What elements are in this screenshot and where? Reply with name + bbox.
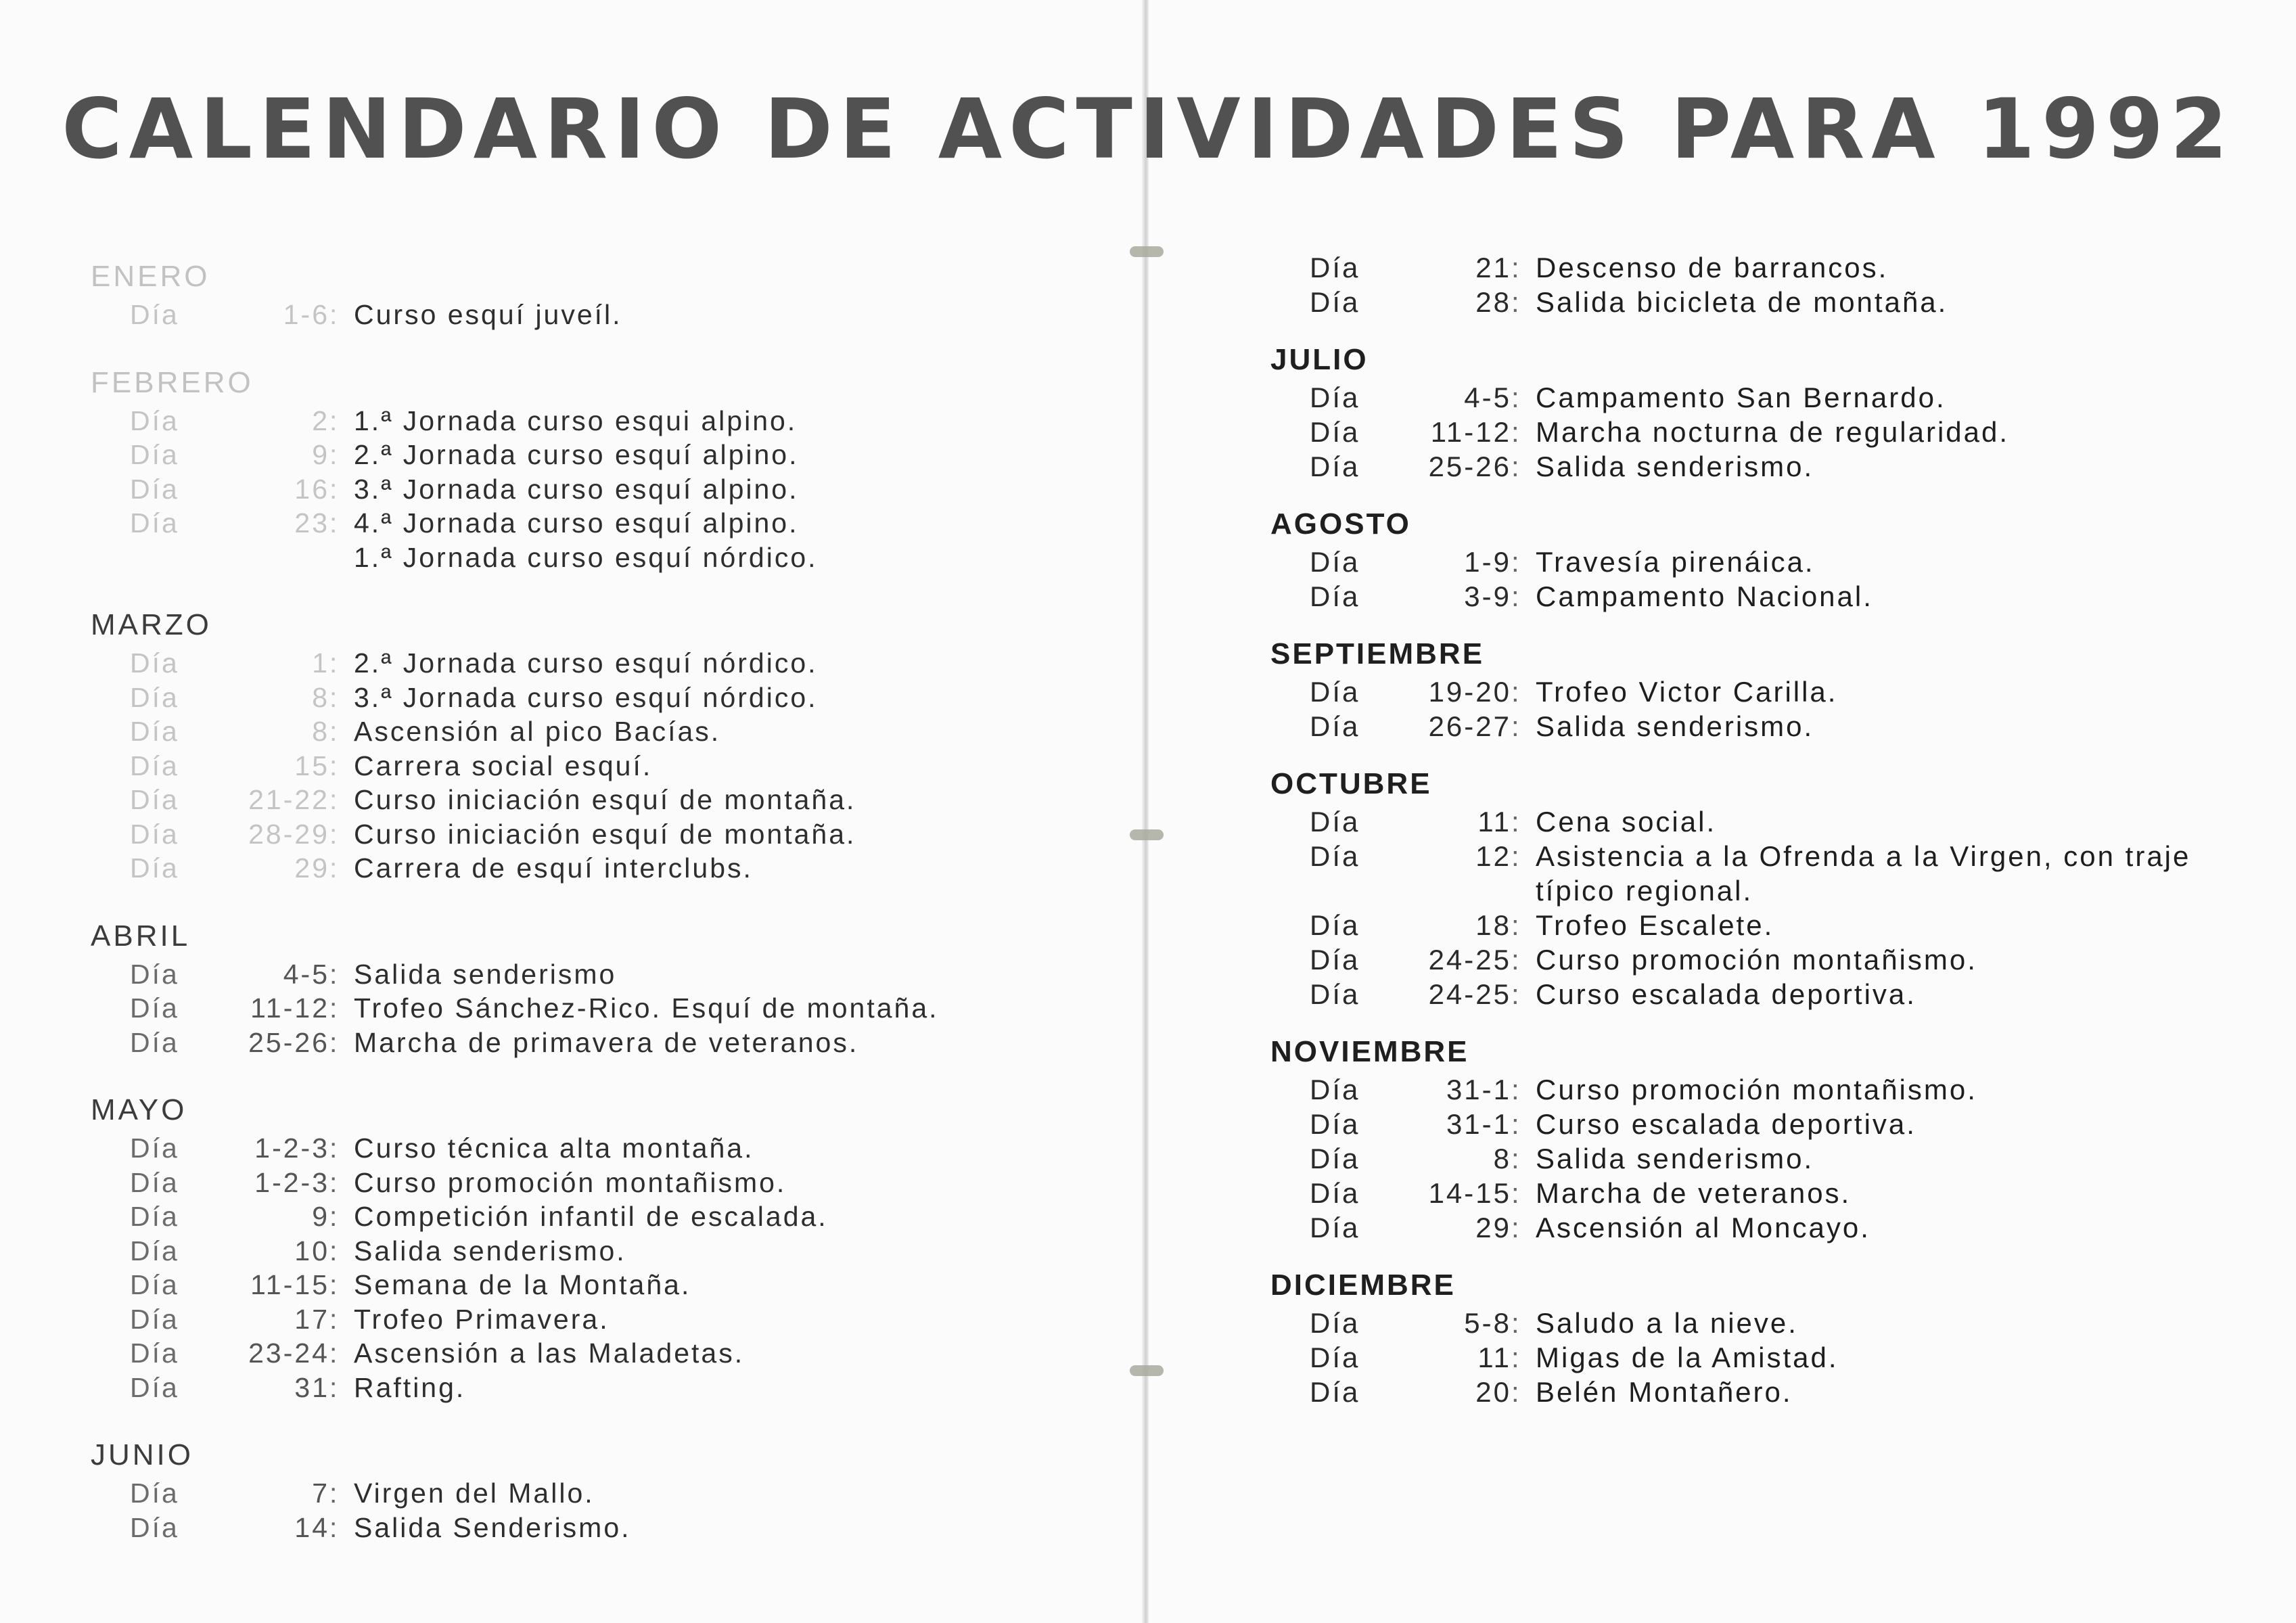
activity-description: 2.ª Jornada curso esquí alpino. (354, 439, 799, 470)
activity-row (91, 438, 1024, 472)
activity-row (1270, 675, 2258, 709)
date-separator: : (1511, 1108, 1521, 1140)
activity-description: Competición infantil de escalada. (354, 1201, 828, 1232)
day-label: Día (130, 1511, 179, 1543)
activity-date: 11 (1477, 806, 1511, 838)
activity-description: Trofeo Primavera. (354, 1303, 610, 1335)
day-label: Día (1310, 580, 1360, 612)
activity-date: 14 (294, 1511, 329, 1543)
activity-description: Curso iniciación esquí de montaña. (354, 784, 856, 815)
date-separator: : (329, 818, 340, 850)
activity-date (214, 541, 329, 575)
date-separator: : (329, 405, 340, 436)
day-label: Día (1310, 1143, 1360, 1174)
activity-description: 3.ª Jornada curso esquí nórdico. (354, 681, 818, 713)
activity-row (1270, 942, 2258, 977)
activity-row (1270, 545, 2258, 579)
page-title: CALENDARIO DE ACTIVIDADES PARA 1992 (62, 81, 2234, 177)
month-heading: JUNIO (91, 1438, 193, 1471)
right-column (1270, 250, 2258, 1430)
binding-stitch (1130, 1365, 1164, 1376)
activity-description: Travesía pirenáica. (1536, 546, 1815, 578)
activity-description: 3.ª Jornada curso esquí alpino. (354, 473, 799, 505)
activity-row (1270, 977, 2258, 1011)
activity-row (91, 1476, 1024, 1511)
day-label: Día (1310, 840, 1360, 872)
month-heading: MAYO (91, 1093, 187, 1126)
month-section (1270, 250, 2258, 319)
activity-description: Semana de la Montaña. (354, 1269, 691, 1300)
month-heading: FEBRERO (91, 365, 254, 399)
day-label: Día (130, 647, 179, 679)
activity-row (1270, 1306, 2258, 1340)
day-label: Día (130, 1133, 179, 1164)
activity-date: 5-8 (1464, 1307, 1511, 1339)
date-separator: : (1511, 252, 1521, 283)
day-label (91, 541, 214, 575)
activity-description: Carrera de esquí interclubs. (354, 852, 753, 884)
activity-description: Ascensión al pico Bacías. (354, 716, 721, 747)
activity-date: 4-5 (1464, 382, 1511, 413)
activity-description: Salida senderismo (354, 958, 617, 990)
day-label: Día (1310, 382, 1360, 413)
date-separator: : (1511, 382, 1521, 413)
activity-row (1270, 415, 2258, 449)
activity-description: Virgen del Mallo. (354, 1478, 595, 1509)
day-label: Día (1310, 676, 1360, 708)
date-separator: : (1511, 1143, 1521, 1174)
date-separator: : (329, 716, 340, 747)
activity-date: 1 (312, 647, 329, 679)
activity-date: 8 (1493, 1143, 1511, 1174)
activity-date: 26-27 (1428, 710, 1511, 742)
activity-row (1270, 579, 2258, 614)
date-separator: : (329, 1235, 340, 1266)
activity-description: Descenso de barrancos. (1536, 252, 1889, 283)
date-separator: : (329, 473, 340, 505)
activity-row (91, 681, 1024, 715)
month-section (91, 1434, 1024, 1545)
activity-row (1270, 1072, 2258, 1107)
activity-date: 11-15 (250, 1269, 329, 1300)
month-section (1270, 340, 2258, 484)
day-label: Día (1310, 1342, 1360, 1373)
month-section (1270, 1265, 2258, 1409)
activity-description: Marcha de veteranos. (1536, 1177, 1852, 1209)
date-separator: : (1511, 1212, 1521, 1243)
activity-description: Marcha de primavera de veteranos. (354, 1026, 859, 1058)
activity-description: Salida bicicleta de montaña. (1536, 286, 1948, 318)
date-separator (329, 541, 354, 575)
activity-row (1270, 1141, 2258, 1176)
activity-description: Curso esquí juveíl. (354, 299, 622, 330)
activity-date: 21 (1475, 252, 1511, 283)
day-label: Día (1310, 1177, 1360, 1209)
activity-date: 8 (312, 681, 329, 713)
date-separator: : (1511, 1177, 1521, 1209)
activity-row (1270, 285, 2258, 319)
activity-date: 23 (294, 507, 329, 539)
activity-row (1270, 250, 2258, 285)
date-separator: : (329, 750, 340, 781)
activity-row (1270, 1340, 2258, 1375)
activity-date: 11 (1477, 1342, 1511, 1373)
activity-date: 2 (312, 405, 329, 436)
activity-row (91, 817, 1024, 852)
activity-description: Trofeo Victor Carilla. (1536, 676, 1838, 708)
activity-description: Curso promoción montañismo. (354, 1166, 787, 1198)
activity-description: Ascensión al Moncayo. (1536, 1212, 1870, 1243)
activity-row (1270, 709, 2258, 744)
date-separator: : (1511, 546, 1521, 578)
activity-date: 10 (294, 1235, 329, 1266)
activity-date: 15 (294, 750, 329, 781)
month-section (1270, 1032, 2258, 1245)
day-label: Día (130, 750, 179, 781)
activity-row (91, 472, 1024, 507)
month-section (91, 256, 1024, 332)
day-label: Día (130, 1201, 179, 1232)
activity-description: Asistencia a la Ofrenda a la Virgen, con traje típico regional. (1536, 840, 2191, 907)
activity-row (1270, 839, 2258, 908)
activity-date: 11-12 (1430, 416, 1511, 448)
activity-description: Salida senderismo. (354, 1235, 626, 1266)
activity-description: Saludo a la nieve. (1536, 1307, 1798, 1339)
activity-description: 1.ª Jornada curso esqui alpino. (354, 405, 798, 436)
activity-date: 11-12 (250, 992, 329, 1024)
activity-description: Campamento San Bernardo. (1536, 382, 1946, 413)
activity-date: 19-20 (1428, 676, 1511, 708)
activity-row (91, 1336, 1024, 1371)
day-label: Día (130, 1166, 179, 1198)
activity-description: 4.ª Jornada curso esquí alpino. (354, 507, 799, 539)
day-label: Día (130, 1478, 179, 1509)
activity-row (91, 1026, 1024, 1060)
activity-date: 3-9 (1464, 580, 1511, 612)
day-label: Día (1310, 1108, 1360, 1140)
date-separator: : (329, 1269, 340, 1300)
activity-description: Salida Senderismo. (354, 1511, 631, 1543)
day-label: Día (130, 473, 179, 505)
date-separator: : (1511, 286, 1521, 318)
day-label: Día (1310, 710, 1360, 742)
activity-description: Curso promoción montañismo. (1536, 944, 1977, 976)
day-label: Día (130, 507, 179, 539)
activity-description: Ascensión a las Maladetas. (354, 1338, 745, 1369)
activity-row (1270, 1375, 2258, 1409)
month-section (91, 1089, 1024, 1404)
day-label: Día (130, 1303, 179, 1335)
day-label: Día (1310, 1376, 1360, 1408)
activity-date: 7 (312, 1478, 329, 1509)
date-separator: : (329, 784, 340, 815)
month-heading: MARZO (91, 608, 212, 641)
day-label: Día (130, 958, 179, 990)
date-separator: : (329, 1133, 340, 1164)
date-separator: : (1511, 806, 1521, 838)
activity-date: 1-6 (283, 299, 329, 330)
date-separator: : (1511, 978, 1521, 1010)
date-separator: : (1511, 840, 1521, 872)
date-separator: : (1511, 944, 1521, 976)
day-label: Día (130, 1235, 179, 1266)
date-separator: : (329, 1338, 340, 1369)
activity-row (91, 1371, 1024, 1405)
activity-row (91, 1166, 1024, 1200)
activity-description: 2.ª Jornada curso esquí nórdico. (354, 647, 818, 679)
activity-description: Marcha nocturna de regularidad. (1536, 416, 2010, 448)
activity-date: 29 (294, 852, 329, 884)
activity-description: Belén Montañero. (1536, 1376, 1793, 1408)
month-section (1270, 504, 2258, 614)
date-separator: : (1511, 710, 1521, 742)
activity-date: 9 (312, 439, 329, 470)
activity-date: 1-9 (1464, 546, 1511, 578)
date-separator: : (329, 439, 340, 470)
activity-description: Carrera social esquí. (354, 750, 653, 781)
activity-row (91, 1302, 1024, 1337)
activity-row (91, 1234, 1024, 1268)
left-column (91, 256, 1024, 1574)
date-separator: : (329, 852, 340, 884)
activity-row (1270, 1210, 2258, 1245)
activity-date: 16 (294, 473, 329, 505)
activity-date: 25-26 (1428, 451, 1511, 482)
activity-description: Salida senderismo. (1536, 710, 1814, 742)
day-label: Día (130, 1338, 179, 1369)
day-label: Día (130, 1269, 179, 1300)
activity-row (91, 714, 1024, 749)
activity-date: 21-22 (248, 784, 329, 815)
day-label: Día (1310, 909, 1360, 941)
date-separator: : (329, 1026, 340, 1058)
date-separator: : (1511, 416, 1521, 448)
date-separator: : (329, 1371, 340, 1403)
date-separator: : (329, 992, 340, 1024)
activity-date: 1-2-3 (254, 1133, 329, 1164)
activity-description: Curso escalada deportiva. (1536, 1108, 1916, 1140)
activity-description: Cena social. (1536, 806, 1717, 838)
day-label: Día (130, 852, 179, 884)
activity-date: 9 (312, 1201, 329, 1232)
activity-date: 4-5 (283, 958, 329, 990)
month-heading: AGOSTO (1270, 507, 1411, 541)
activity-row (91, 1131, 1024, 1166)
day-label: Día (130, 1026, 179, 1058)
activity-description: Campamento Nacional. (1536, 580, 1873, 612)
activity-row (91, 541, 1024, 575)
date-separator: : (1511, 1376, 1521, 1408)
date-separator: : (329, 1478, 340, 1509)
month-heading: OCTUBRE (1270, 767, 1432, 800)
day-label: Día (130, 299, 179, 330)
activity-date: 31-1 (1446, 1108, 1511, 1140)
activity-date: 14-15 (1428, 1177, 1511, 1209)
date-separator: : (1511, 676, 1521, 708)
month-section (1270, 634, 2258, 744)
activity-date: 18 (1475, 909, 1511, 941)
day-label: Día (1310, 1074, 1360, 1105)
activity-description: Rafting. (354, 1371, 466, 1403)
month-heading: DICIEMBRE (1270, 1268, 1456, 1302)
activity-row (1270, 1176, 2258, 1210)
activity-description: 1.ª Jornada curso esquí nórdico. (354, 541, 818, 573)
date-separator: : (329, 507, 340, 539)
date-separator: : (329, 1166, 340, 1198)
day-label: Día (130, 405, 179, 436)
activity-description: Curso escalada deportiva. (1536, 978, 1916, 1010)
date-separator: : (329, 299, 340, 330)
month-section (91, 362, 1024, 575)
activity-description: Migas de la Amistad. (1536, 1342, 1839, 1373)
activity-row (91, 1199, 1024, 1234)
activity-date: 28-29 (248, 818, 329, 850)
day-label: Día (1310, 1212, 1360, 1243)
activity-date: 12 (1475, 840, 1511, 872)
activity-row (91, 991, 1024, 1026)
activity-row (91, 957, 1024, 992)
activity-date: 31-1 (1446, 1074, 1511, 1105)
activity-row (91, 749, 1024, 783)
activity-description: Trofeo Sánchez-Rico. Esquí de montaña. (354, 992, 939, 1024)
day-label: Día (130, 439, 179, 470)
activity-date: 28 (1475, 286, 1511, 318)
day-label: Día (130, 992, 179, 1024)
month-heading: SEPTIEMBRE (1270, 637, 1485, 670)
activity-row (91, 783, 1024, 817)
activity-description: Trofeo Escalete. (1536, 909, 1774, 941)
activity-row (91, 506, 1024, 541)
day-label: Día (1310, 1307, 1360, 1339)
activity-date: 25-26 (248, 1026, 329, 1058)
day-label: Día (130, 716, 179, 747)
date-separator: : (329, 681, 340, 713)
activity-date: 1-2-3 (254, 1166, 329, 1198)
page-spine (1142, 0, 1149, 1623)
day-label: Día (1310, 944, 1360, 976)
day-label: Día (1310, 806, 1360, 838)
month-section (91, 915, 1024, 1060)
activity-row (1270, 804, 2258, 839)
binding-stitch (1130, 829, 1164, 840)
date-separator: : (329, 1201, 340, 1232)
date-separator: : (1511, 1342, 1521, 1373)
activity-description: Curso promoción montañismo. (1536, 1074, 1977, 1105)
binding-stitch (1130, 246, 1164, 257)
activity-date: 17 (294, 1303, 329, 1335)
day-label: Día (130, 818, 179, 850)
activity-description: Curso técnica alta montaña. (354, 1133, 754, 1164)
activity-row (91, 1511, 1024, 1545)
activity-description: Curso iniciación esquí de montaña. (354, 818, 856, 850)
activity-row (1270, 908, 2258, 942)
activity-row (1270, 449, 2258, 484)
date-separator: : (329, 958, 340, 990)
date-separator: : (1511, 451, 1521, 482)
day-label: Día (1310, 286, 1360, 318)
date-separator: : (1511, 909, 1521, 941)
date-separator: : (1511, 1307, 1521, 1339)
activity-date: 29 (1475, 1212, 1511, 1243)
activity-row (91, 646, 1024, 681)
day-label: Día (1310, 252, 1360, 283)
day-label: Día (1310, 978, 1360, 1010)
activity-date: 23-24 (248, 1338, 329, 1369)
day-label: Día (1310, 546, 1360, 578)
activity-description: Salida senderismo. (1536, 1143, 1814, 1174)
activity-date: 31 (294, 1371, 329, 1403)
date-separator: : (1511, 580, 1521, 612)
day-label: Día (1310, 416, 1360, 448)
month-heading: NOVIEMBRE (1270, 1035, 1469, 1068)
day-label: Día (130, 784, 179, 815)
activity-row (91, 404, 1024, 438)
date-separator: : (329, 1303, 340, 1335)
activity-row (91, 1268, 1024, 1302)
month-section (1270, 764, 2258, 1011)
month-heading: JULIO (1270, 343, 1369, 376)
day-label: Día (130, 1371, 179, 1403)
activity-date: 20 (1475, 1376, 1511, 1408)
activity-date: 24-25 (1428, 944, 1511, 976)
month-heading: ABRIL (91, 919, 191, 953)
activity-date: 8 (312, 716, 329, 747)
activity-row (1270, 380, 2258, 415)
date-separator: : (1511, 1074, 1521, 1105)
date-separator: : (329, 647, 340, 679)
date-separator: : (329, 1511, 340, 1543)
month-heading: ENERO (91, 260, 210, 293)
activity-row (91, 298, 1024, 332)
activity-description: Salida senderismo. (1536, 451, 1814, 482)
day-label: Día (130, 681, 179, 713)
day-label: Día (1310, 451, 1360, 482)
activity-date: 24-25 (1428, 978, 1511, 1010)
month-section (91, 604, 1024, 886)
activity-row (1270, 1107, 2258, 1141)
activity-row (91, 851, 1024, 886)
